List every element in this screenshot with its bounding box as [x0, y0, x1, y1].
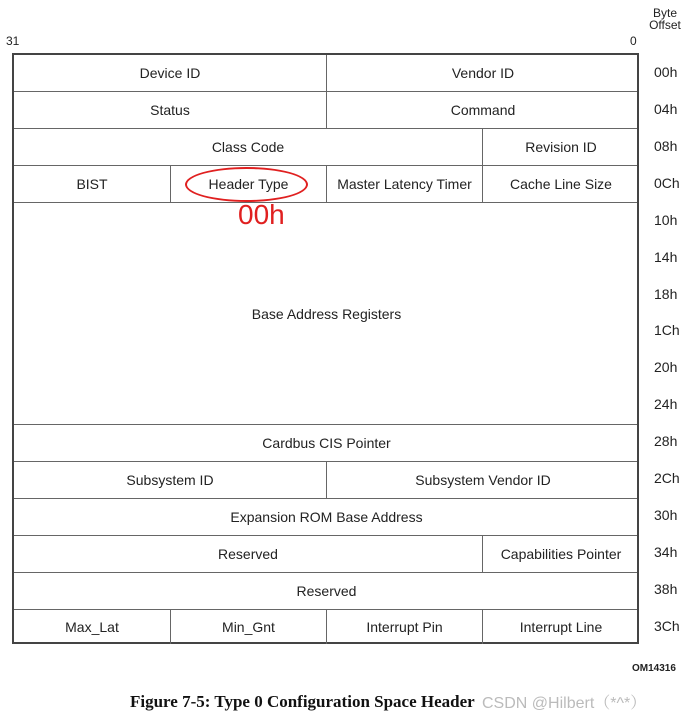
cell-class-code: Class Code: [14, 129, 483, 165]
row-08h: [14, 129, 637, 166]
csdn-watermark: CSDN @Hilbert（*^*）: [482, 695, 647, 712]
cell-interrupt-line: Interrupt Line: [519, 619, 603, 635]
offset-18h: 18h: [654, 286, 678, 302]
offset-00h: 00h: [654, 64, 678, 80]
offset-0ch: 0Ch: [654, 175, 680, 191]
cell-command: Command: [450, 102, 516, 118]
byte-offset-line1: Byte: [652, 6, 677, 20]
row-34h: [14, 536, 637, 573]
offset-3ch: 3Ch: [654, 618, 680, 634]
cell-reserved-34h: Reserved: [14, 536, 483, 572]
cell-status: Status: [14, 92, 327, 128]
cell-header-type: Header Type: [171, 166, 327, 202]
cell-revision-id: Revision ID: [525, 139, 597, 155]
offset-34h: 34h: [654, 544, 678, 560]
row-04h: [14, 92, 637, 129]
offset-2ch: 2Ch: [654, 470, 680, 486]
offset-30h: 30h: [654, 507, 678, 523]
offset-04h: 04h: [654, 101, 678, 117]
cell-cache-line-size: Cache Line Size: [510, 176, 612, 192]
cell-max-lat: Max_Lat: [14, 610, 171, 644]
row-30h: [14, 499, 637, 536]
bit-31-label: 31: [6, 34, 20, 48]
row-00h: [14, 55, 637, 92]
figure-caption: Figure 7-5: Type 0 Configuration Space Header: [130, 692, 475, 711]
offset-24h: 24h: [654, 396, 678, 412]
figure-code: OM14316: [632, 663, 676, 674]
row-2ch: [14, 462, 637, 499]
bit-0-label: 0: [630, 34, 637, 48]
offset-28h: 28h: [654, 433, 678, 449]
header-type-highlight-ellipse: [185, 167, 308, 202]
offset-08h: 08h: [654, 138, 678, 154]
row-38h: [14, 573, 637, 610]
offset-10h: 10h: [654, 212, 678, 228]
cell-interrupt-pin: Interrupt Pin: [327, 610, 483, 644]
byte-offset-line2: Offset: [649, 18, 681, 32]
offset-20h: 20h: [654, 359, 678, 375]
offset-14h: 14h: [654, 249, 678, 265]
header-type-value-annotation: 00h: [238, 199, 285, 230]
offset-38h: 38h: [654, 581, 678, 597]
cell-expansion-rom: Expansion ROM Base Address: [230, 509, 423, 525]
cell-cardbus-cis-pointer: Cardbus CIS Pointer: [262, 435, 391, 451]
row-0ch: [14, 166, 637, 203]
cell-subsystem-vendor-id: Subsystem Vendor ID: [415, 472, 551, 488]
cell-device-id: Device ID: [14, 55, 327, 91]
config-space-table: [12, 53, 639, 644]
cell-reserved-38h: Reserved: [296, 583, 357, 599]
cell-vendor-id: Vendor ID: [451, 65, 515, 81]
cell-min-gnt: Min_Gnt: [171, 610, 327, 644]
byte-offset-header: [642, 7, 688, 31]
row-28h: [14, 425, 637, 462]
cell-capabilities-pointer: Capabilities Pointer: [500, 546, 622, 562]
row-base-address: [14, 203, 637, 425]
offset-1ch: 1Ch: [654, 322, 680, 338]
cell-base-address-registers: Base Address Registers: [251, 305, 402, 322]
row-3ch: [14, 610, 637, 644]
cell-bist: BIST: [14, 166, 171, 202]
cell-subsystem-id: Subsystem ID: [14, 462, 327, 498]
cell-master-latency-timer: Master Latency Timer: [327, 166, 483, 202]
